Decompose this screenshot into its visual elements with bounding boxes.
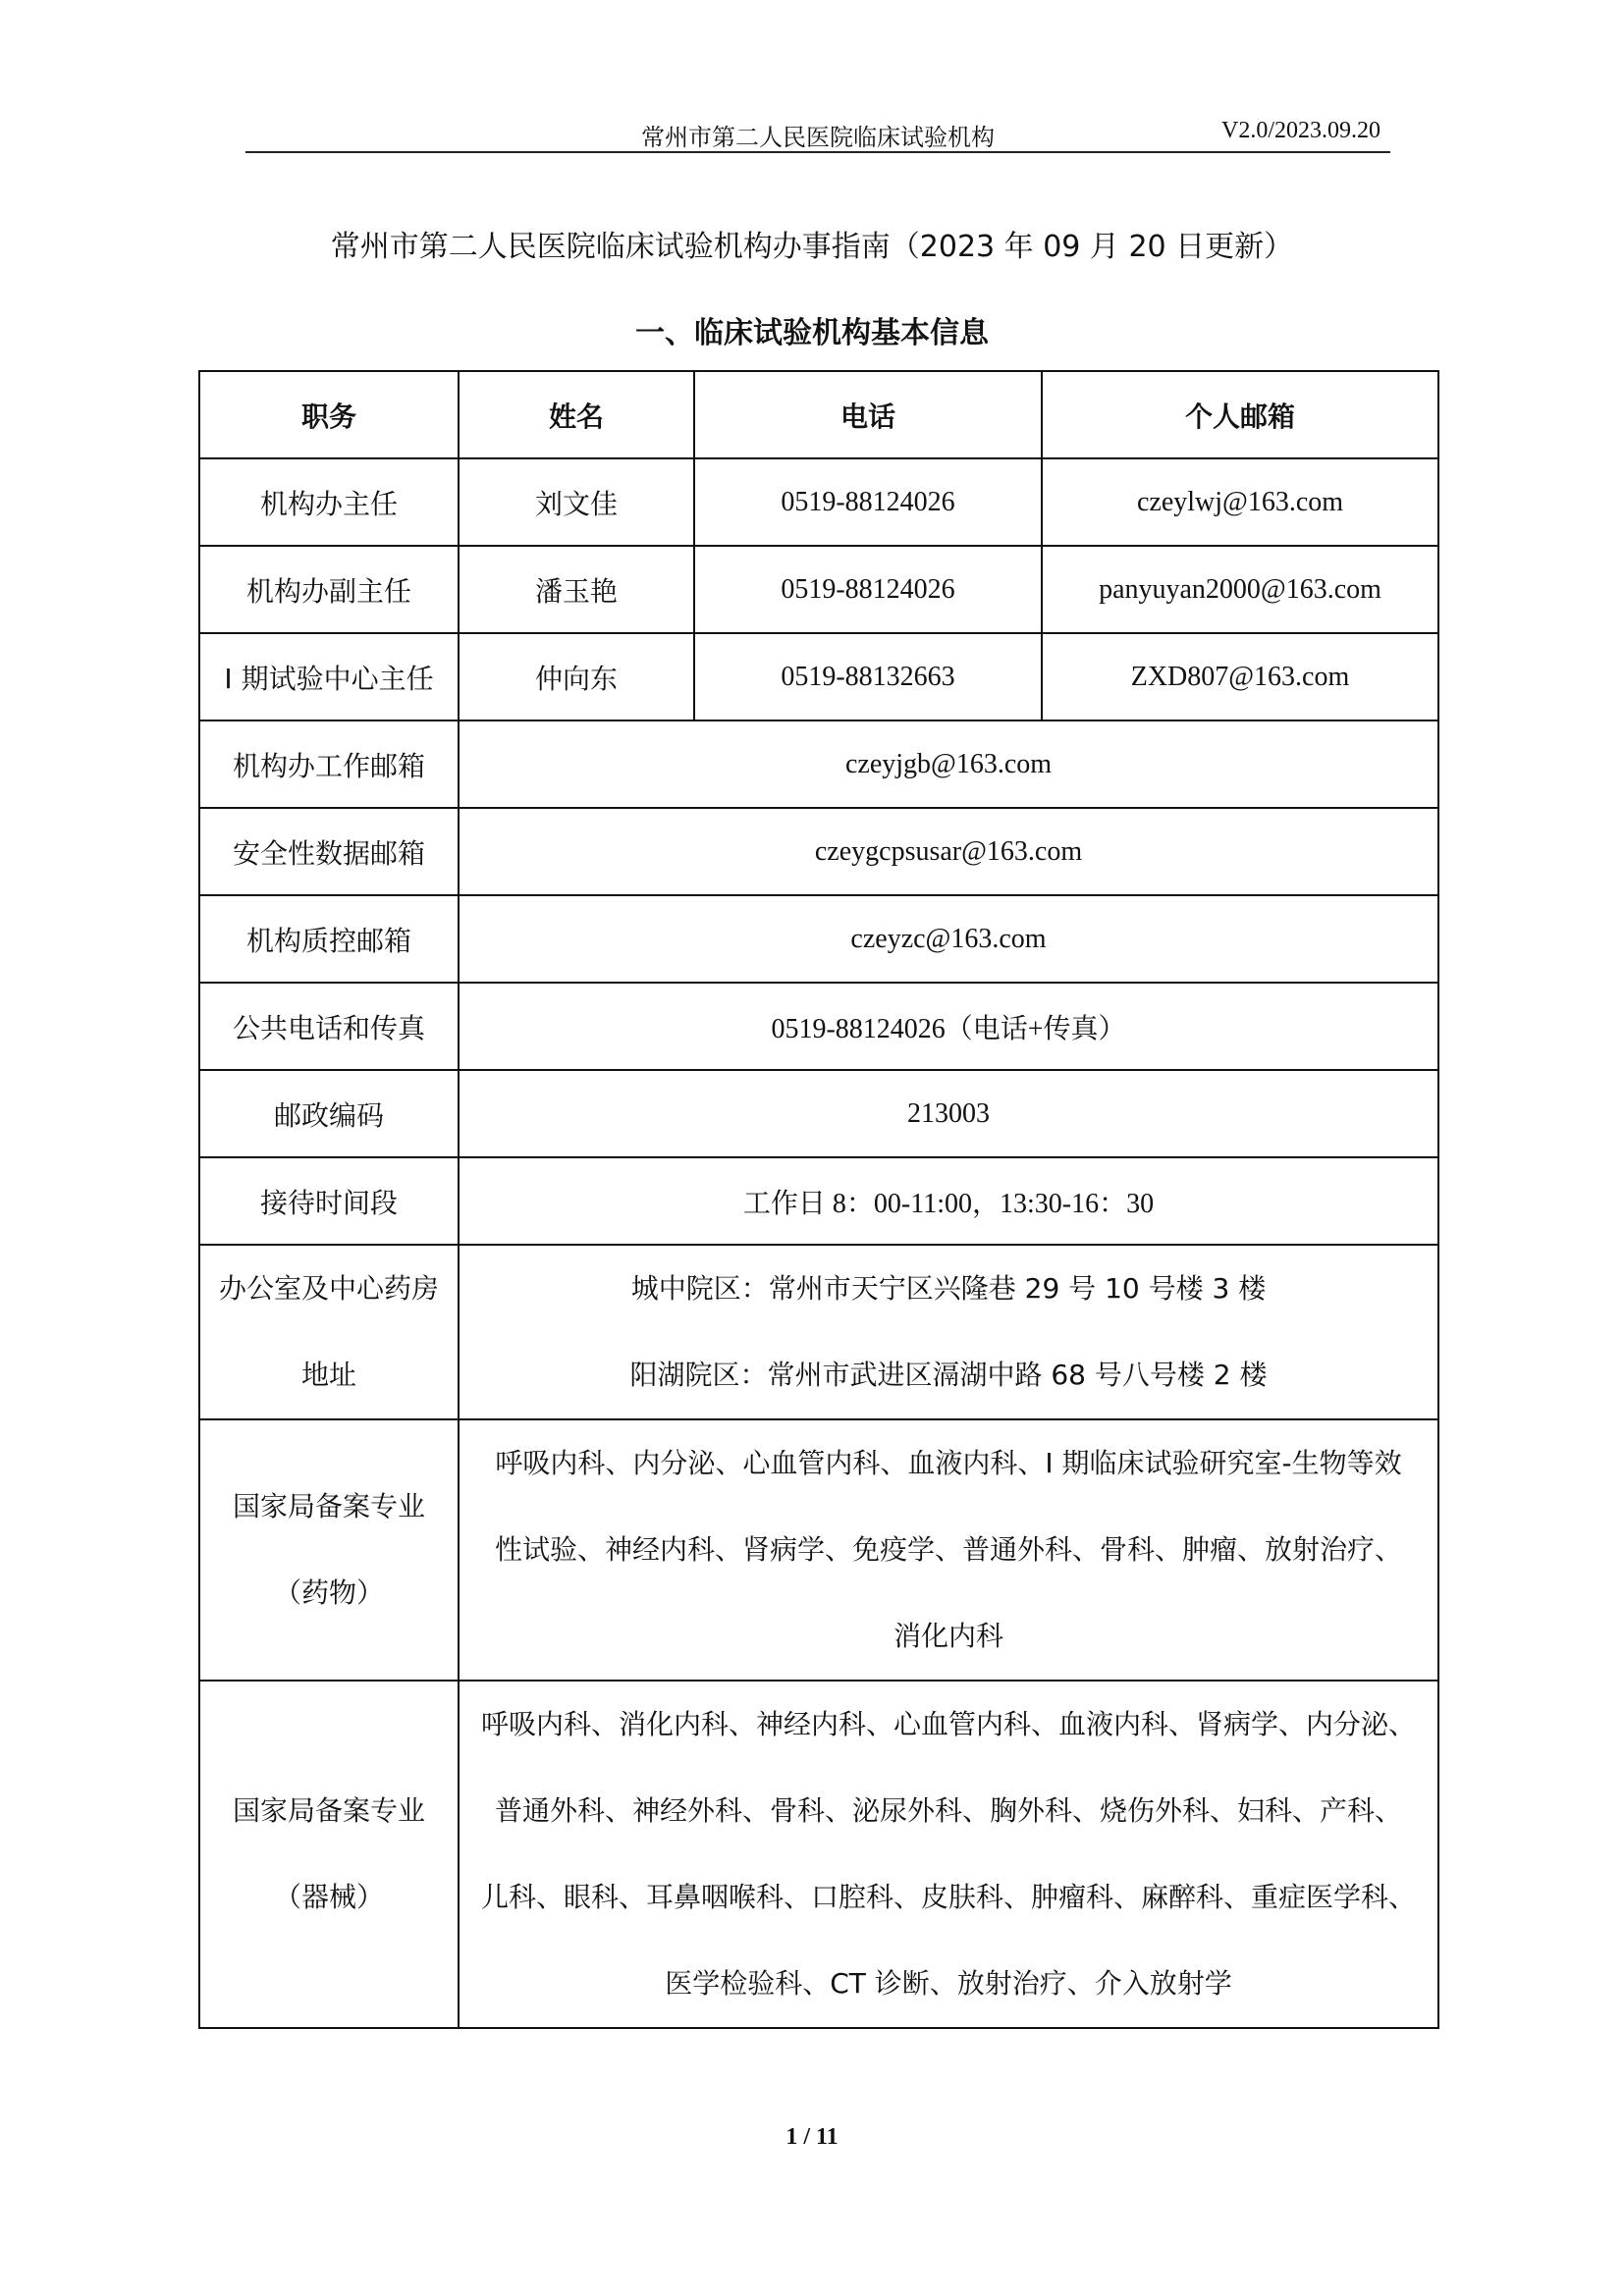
device-specialties-label	[199, 1681, 459, 2028]
device-specialties-value	[459, 1681, 1438, 2028]
role-cell: I 期试验中心主任	[199, 633, 459, 721]
table-row	[199, 1681, 1438, 2028]
device-label-line: 国家局备案专业	[232, 1794, 425, 1827]
safety-email-label: 安全性数据邮箱	[199, 808, 459, 895]
email-cell: panyuyan2000@163.com	[1042, 546, 1438, 633]
institution-info-table	[198, 370, 1439, 2029]
address-label-line: 地址	[300, 1359, 356, 1391]
table-row	[199, 458, 1438, 546]
name-cell: 潘玉艳	[459, 546, 694, 633]
section-title: 一、临床试验机构基本信息	[635, 316, 989, 350]
role-cell: 机构办主任	[199, 458, 459, 546]
device-specialties-line: 医学检验科、CT 诊断、放射治疗、介入放射学	[665, 1967, 1232, 2000]
table-row	[199, 895, 1438, 983]
address-label-line: 办公室及中心药房	[218, 1272, 439, 1305]
table-row	[199, 633, 1438, 721]
phone-cell: 0519-88124026	[694, 458, 1042, 546]
drug-label-line: 国家局备案专业	[232, 1490, 425, 1522]
table-row	[199, 1245, 1438, 1419]
name-cell: 刘文佳	[459, 458, 694, 546]
postal-code-value: 213003	[459, 1070, 1438, 1157]
safety-email-value: czeygcpsusar@163.com	[459, 808, 1438, 895]
work-email-label: 机构办工作邮箱	[199, 721, 459, 808]
name-cell: 仲向东	[459, 633, 694, 721]
qc-email-value: czeyzc@163.com	[459, 895, 1438, 983]
postal-code-label: 邮政编码	[199, 1070, 459, 1157]
public-phone-value: 0519-88124026（电话+传真）	[459, 983, 1438, 1070]
device-specialties-line: 普通外科、神经外科、骨科、泌尿外科、胸外科、烧伤外科、妇科、产科、	[494, 1794, 1402, 1827]
header-role: 职务	[199, 371, 459, 458]
table-row	[199, 808, 1438, 895]
email-cell: czeylwj@163.com	[1042, 458, 1438, 546]
table-row	[199, 1419, 1438, 1681]
page-number: 1 / 11	[785, 2124, 839, 2150]
address-label	[199, 1245, 459, 1419]
qc-email-label: 机构质控邮箱	[199, 895, 459, 983]
address-line-chengzhong: 城中院区：常州市天宁区兴隆巷 29 号 10 号楼 3 楼	[630, 1272, 1267, 1305]
document-title: 常州市第二人民医院临床试验机构办事指南（2023 年 09 月 20 日更新）	[330, 230, 1294, 264]
table-row	[199, 1070, 1438, 1157]
header-version: V2.0/2023.09.20	[1221, 118, 1380, 143]
public-phone-label: 公共电话和传真	[199, 983, 459, 1070]
drug-specialties-line: 性试验、神经内科、肾病学、免疫学、普通外科、骨科、肿瘤、放射治疗、	[494, 1533, 1402, 1566]
header-email: 个人邮箱	[1042, 371, 1438, 458]
phone-cell: 0519-88124026	[694, 546, 1042, 633]
table-row	[199, 546, 1438, 633]
running-header	[245, 116, 1390, 153]
email-cell: ZXD807@163.com	[1042, 633, 1438, 721]
work-email-value: czeyjgb@163.com	[459, 721, 1438, 808]
header-name: 姓名	[459, 371, 694, 458]
drug-specialties-label	[199, 1419, 459, 1681]
device-specialties-line: 儿科、眼科、耳鼻咽喉科、口腔科、皮肤科、肿瘤科、麻醉科、重症医学科、	[480, 1881, 1416, 1913]
drug-specialties-line: 呼吸内科、内分泌、心血管内科、血液内科、I 期临床试验研究室-生物等效	[495, 1447, 1402, 1479]
address-line-yanghu: 阳湖院区：常州市武进区滆湖中路 68 号八号楼 2 楼	[629, 1359, 1268, 1391]
device-label-line: （器械）	[273, 1881, 384, 1913]
role-cell: 机构办副主任	[199, 546, 459, 633]
phone-cell: 0519-88132663	[694, 633, 1042, 721]
reception-hours-label: 接待时间段	[199, 1157, 459, 1245]
address-value	[459, 1245, 1438, 1419]
table-header-row	[199, 371, 1438, 458]
table-row	[199, 1157, 1438, 1245]
table-row	[199, 983, 1438, 1070]
device-specialties-line: 呼吸内科、消化内科、神经内科、心血管内科、血液内科、肾病学、内分泌、	[480, 1708, 1416, 1740]
drug-label-line: （药物）	[273, 1576, 384, 1609]
header-phone: 电话	[694, 371, 1042, 458]
table-row	[199, 721, 1438, 808]
drug-specialties-line: 消化内科	[893, 1620, 1003, 1652]
reception-hours-value: 工作日 8：00-11:00，13:30-16：30	[459, 1157, 1438, 1245]
header-institution: 常州市第二人民医院临床试验机构	[641, 124, 995, 151]
drug-specialties-value	[459, 1419, 1438, 1681]
